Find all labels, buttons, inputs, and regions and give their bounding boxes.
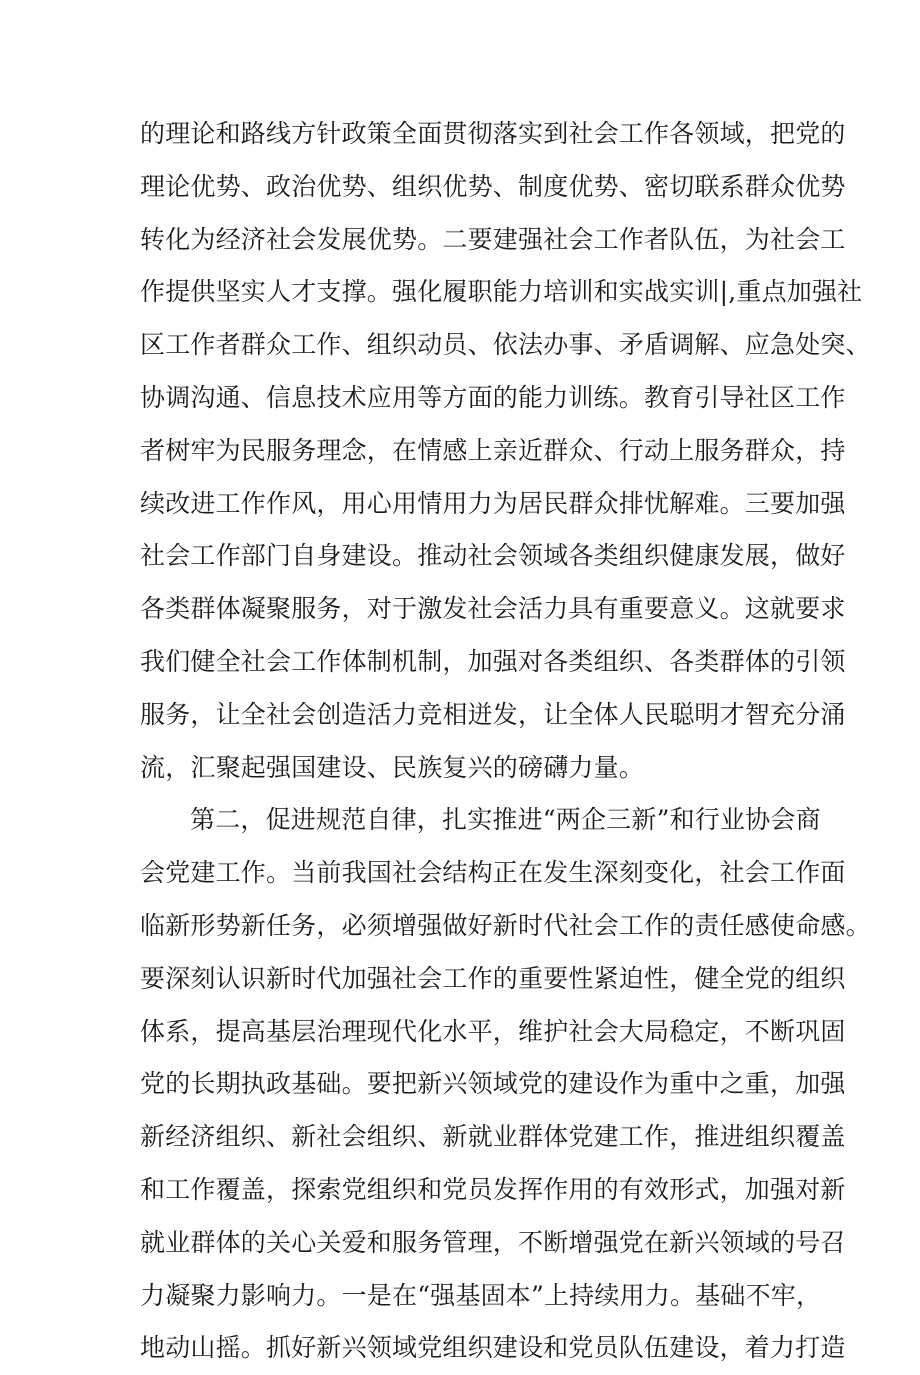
text-line: 社会工作部门自身建设。推动社会领域各类组织健康发展，做好	[140, 541, 846, 571]
text-line: 转化为经济社会发展优势。二要建强社会工作者队伍，为社会工	[140, 224, 846, 254]
text-line: 的理论和路线方针政策全面贯彻落实到社会工作各领域，把党的	[140, 119, 846, 148]
text-line: 作提供坚实人才支撑。强化履职能力培训和实战实训|,重点加强社	[140, 277, 863, 307]
text-line: 和工作覆盖，探索党组织和党员发挥作用的有效形式，加强对新	[140, 1174, 846, 1204]
body-text	[140, 108, 871, 1375]
text-line: 要深刻认识新时代加强社会工作的重要性紧迫性，健全党的组织	[140, 963, 846, 993]
text-line: 协调沟通、信息技术应用等方面的能力训练。教育引导社区工作	[140, 382, 846, 412]
text-line: 体系，提高基层治理现代化水平，维护社会大局稳定，不断巩固	[140, 1016, 846, 1046]
text-line: 会党建工作。当前我国社会结构正在发生深刻变化，社会工作面	[140, 858, 846, 888]
text-line: 新经济组织、新社会组织、新就业群体党建工作，推进组织覆盖	[140, 1122, 846, 1152]
text-line: 就业群体的关心关爱和服务管理，不断增强党在新兴领域的号召	[140, 1227, 846, 1257]
text-line: 党的长期执政基础。要把新兴领域党的建设作为重中之重，加强	[140, 1069, 846, 1099]
text-line: 者树牢为民服务理念，在情感上亲近群众、行动上服务群众，持	[140, 435, 846, 465]
paragraph-end-line: 流，汇聚起强国建设、民族复兴的磅礴力量。	[140, 752, 645, 782]
text-line: 各类群体凝聚服务，对于激发社会活力具有重要意义。这就要求	[140, 594, 846, 624]
text-line: 区工作者群众工作、组织动员、依法办事、矛盾调解、应急处突、	[140, 330, 871, 360]
text-line: 服务，让全社会创造活力竞相迸发，让全体人民聪明才智充分涌	[140, 699, 846, 729]
text-line: 我们健全社会工作体制机制，加强对各类组织、各类群体的引领	[140, 646, 846, 676]
paragraph-start-line: 第二，促进规范自律，扎实推进“两企三新”和行业协会商	[190, 805, 821, 835]
text-line: 力凝聚力影响力。一是在“强基固本”上持续用力。基础不牢，	[140, 1280, 822, 1310]
text-line: 理论优势、政治优势、组织优势、制度优势、密切联系群众优势	[140, 171, 846, 201]
text-line: 临新形势新任务，必须增强做好新时代社会工作的责任感使命感。	[140, 910, 871, 940]
text-line: 续改进工作作风，用心用情用力为居民群众排忧解难。三要加强	[140, 488, 846, 518]
text-line: 地动山摇。抓好新兴领域党组织建设和党员队伍建设，着力打造	[140, 1333, 846, 1363]
